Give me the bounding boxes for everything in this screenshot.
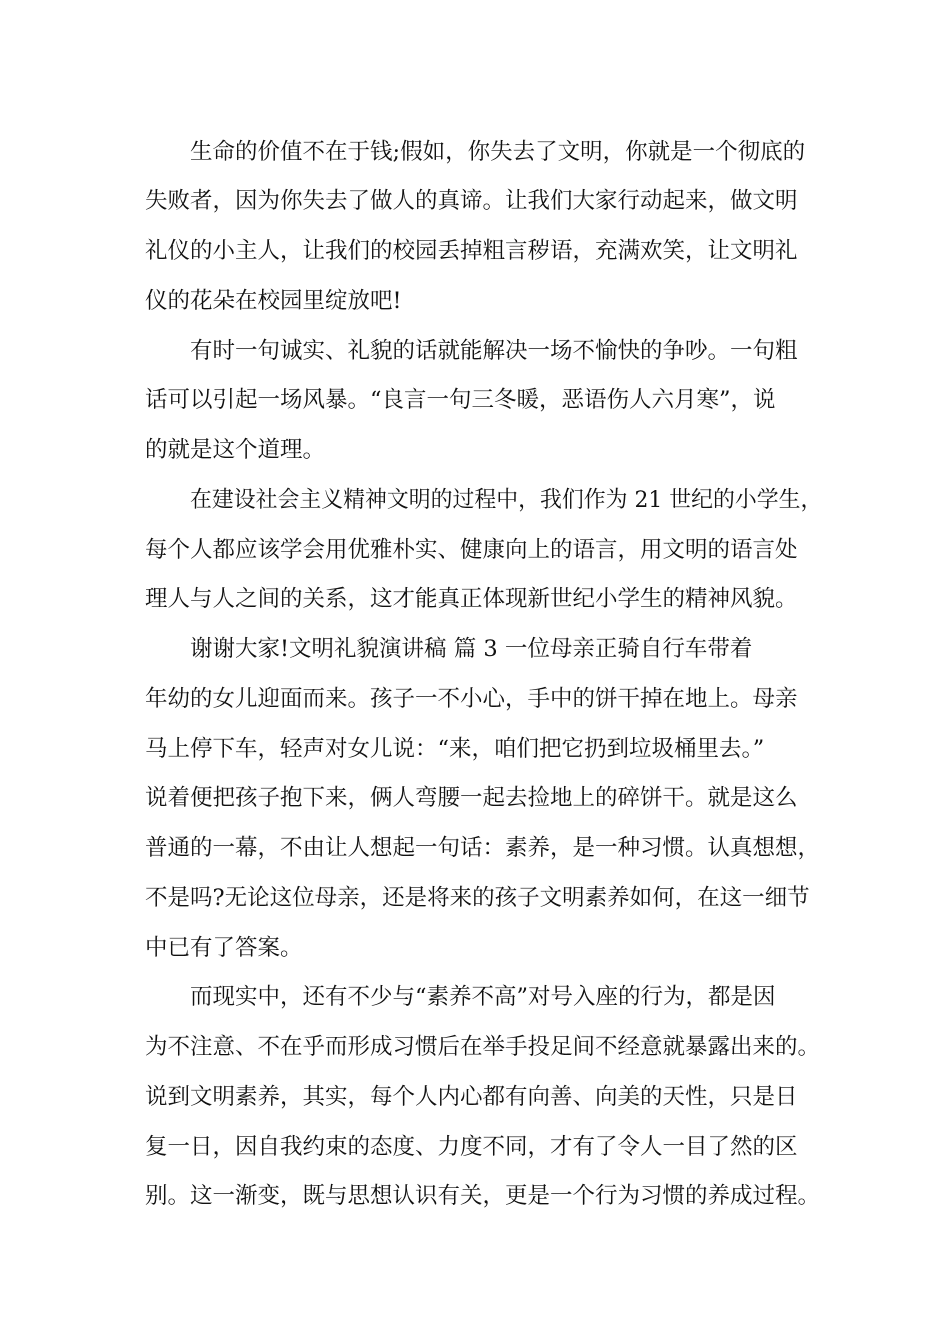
paragraph-1-line-1: 生命的价值不在于钱;假如，你失去了文明，你就是一个彻底的 (190, 139, 806, 165)
paragraph-2-line-1: 有时一句诚实、礼貌的话就能解决一场不愉快的争吵。一句粗 (190, 338, 798, 364)
paragraph-3-line-3: 理人与人之间的关系，这才能真正体现新世纪小学生的精神风貌。 (145, 586, 798, 612)
paragraph-4-line-5: 普通的一幕，不由让人想起一句话：素养，是一种习惯。认真想想， (145, 835, 821, 861)
paragraph-2-line-3: 的就是这个道理。 (145, 437, 326, 463)
paragraph-1-line-3: 礼仪的小主人，让我们的校园丢掉粗言秽语，充满欢笑，让文明礼 (145, 238, 798, 264)
paragraph-5-line-4: 复一日，因自我约束的态度、力度不同，才有了令人一目了然的区 (145, 1134, 798, 1160)
paragraph-5-line-3: 说到文明素养，其实，每个人内心都有向善、向美的天性，只是日 (145, 1084, 798, 1110)
paragraph-4-line-4: 说着便把孩子抱下来，俩人弯腰一起去捡地上的碎饼干。就是这么 (145, 785, 798, 811)
paragraph-5-line-1: 而现实中，还有不少与“素养不高”对号入座的行为，都是因 (190, 984, 776, 1010)
paragraph-2-line-2: 话可以引起一场风暴。“良言一句三冬暖，恶语伤人六月寒”，说 (145, 387, 776, 413)
paragraph-3-line-2: 每个人都应该学会用优雅朴实、健康向上的语言，用文明的语言处 (145, 537, 798, 563)
paragraph-4-line-2: 年幼的女儿迎面而来。孩子一不小心，手中的饼干掉在地上。母亲 (145, 686, 798, 712)
paragraph-4-line-3: 马上停下车，轻声对女儿说：“来，咱们把它扔到垃圾桶里去。” (145, 736, 765, 762)
paragraph-4-line-7: 中已有了答案。 (145, 935, 303, 961)
paragraph-5-line-5: 别。这一渐变，既与思想认识有关，更是一个行为习惯的养成过程。 (145, 1183, 821, 1209)
paragraph-1-line-4: 仪的花朵在校园里绽放吧! (145, 288, 402, 314)
paragraph-5-line-2: 为不注意、不在乎而形成习惯后在举手投足间不经意就暴露出来的。 (145, 1034, 821, 1060)
paragraph-3-line-1: 在建设社会主义精神文明的过程中，我们作为 21 世纪的小学生， (190, 487, 823, 513)
paragraph-4-line-6: 不是吗?无论这位母亲，还是将来的孩子文明素养如何，在这一细节 (145, 885, 810, 911)
paragraph-4-line-1: 谢谢大家!文明礼貌演讲稿 篇 3 一位母亲正骑自行车带着 (190, 636, 753, 662)
paragraph-1-line-2: 失败者，因为你失去了做人的真谛。让我们大家行动起来，做文明 (145, 188, 798, 214)
